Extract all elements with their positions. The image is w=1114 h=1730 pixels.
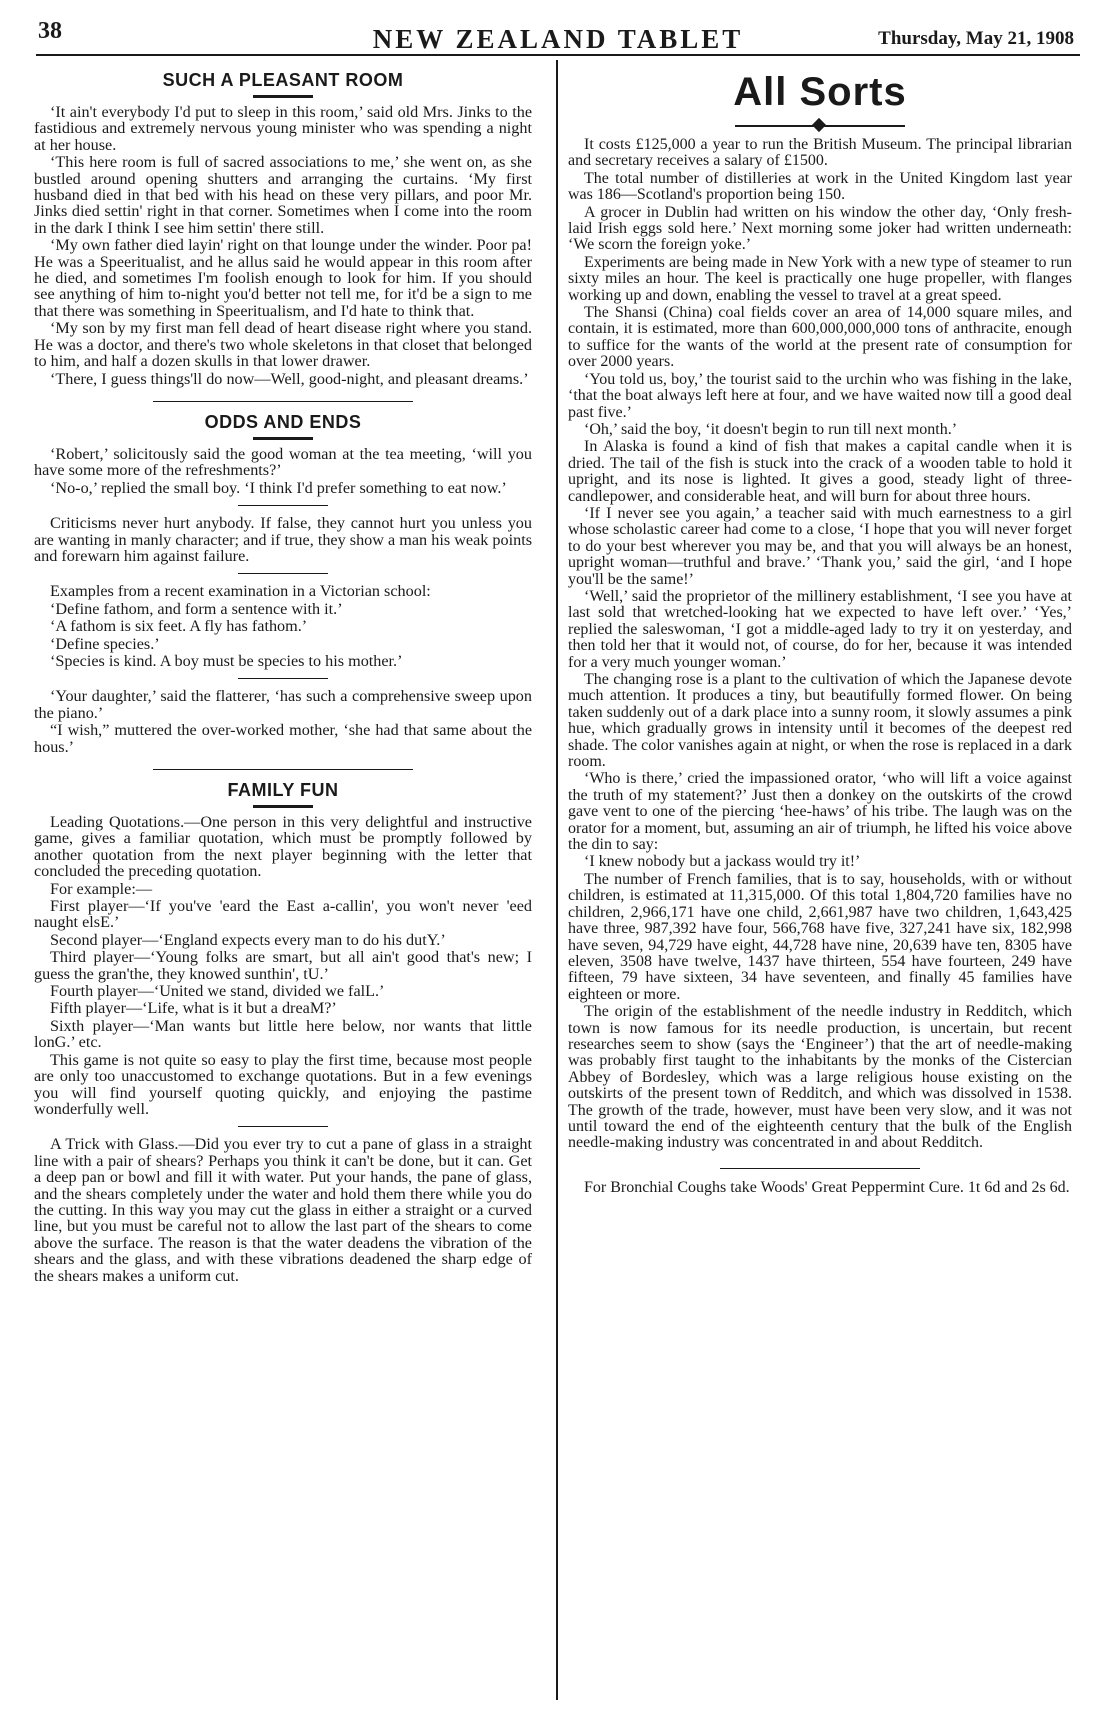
paragraph: Third player—‘Young folks are smart, but all ain't good that's new; I guess the gran'the, they knowed sunthin', tU.’ [34,948,532,983]
section-divider [153,401,413,402]
right-column [568,64,1072,1197]
paragraph: A Trick with Glass.—Did you ever try to cut a pane of glass in a straight line with a pair of shears? Perhaps you think it can't be done, but it can. Get a deep pan or bowl and fill it with water. Put your hands, the pane of glass, and the shears completely under the water and hold them there while you do the cutting. In this way you may cut the glass in either a straight or a curved line, but you must be careful not to allow the last part of the shears to come above the surface. The reason is that the water deadens the vibration of the shears and the glass, and with these vibrations deadened the sharp edge of the shears makes a uniform cut. [34,1135,532,1285]
paragraph: For example:— [50,879,153,898]
article-pleasant-room [34,104,532,387]
article-odds-and-ends [34,446,532,755]
paragraph: ‘Well,’ said the proprietor of the millinery establishment, ‘I see you have at last sold that wretched-looking hat we expected to have left over.’ ‘Yes,’ replied the saleswoman, ‘I got a middle-aged lady to try it on yesterday, and then told her that it would not, of course, do for her, because it was intended for a very much younger woman.’ [568,587,1072,671]
paragraph: ‘My son by my first man fell dead of heart disease right where you stand. He was a doctor, and there's two whole skeletons in that closet that belonged to him, and half a dozen skulls in that lower drawer. [34,319,532,371]
paragraph: The origin of the establishment of the needle industry in Redditch, which town is now famous for its needle production, is uncertain, but recent researches seem to show (says the ‘Engineer’) that the art of needle-making was probably first taught to the inhabitants by the monks of the Cistercian Abbey of Bordesley, which was a large religious house existing on the outskirts of the present town of Redditch, and which was dissolved in 1538. The growth of the trade, however, must have been very slow, and it was not until toward the end of the eighteenth century that the bulk of the English needle-making industry was concentrated in and about Redditch. [568,1003,1072,1152]
paragraph: ‘My own father died layin' right on that lounge under the winder. Poor pa! He was a Speeritualist, and he allus said he would appear in this room after he died, and sometimes I'm foolish enough to look for him. If you should see anything of him to-night you'd better not tell me, for it'd be a sign to me that there was something in Speeritualism, and I'd hate to think that. [34,236,532,320]
item-divider [238,573,328,574]
paragraph: The number of French families, that is to say, households, with or without children, is estimated at 11,315,000. Of this total 1,804,720 families have no children, 2,966,171 have one child, 2,661,987 have two children, 1,643,425 have three, 987,392 have four, 566,768 have five, 327,241 have six, 182,998 have seven, 94,729 have eight, 44,728 have nine, 20,639 have ten, 8305 have eleven, 3508 have twelve, 1437 have thirteen, 554 have fourteen, 249 have fifteen, 79 have sixteen, 34 have seventeen, and finally 45 families have eighteen or more. [568,870,1072,1003]
section-title-pleasant-room: SUCH A PLEASANT ROOM [162,70,404,90]
paragraph: Examples from a recent examination in a Victorian school: [50,582,431,601]
paragraph: Fourth player—‘United we stand, divided we falL.’ [50,982,385,1001]
item-divider [238,1126,328,1127]
section-title-odds-and-ends: ODDS AND ENDS [204,411,362,432]
column-divider [556,60,558,1700]
paragraph: Fifth player—‘Life, what is it but a dreaM?’ [50,999,337,1018]
paragraph: Experiments are being made in New York with a new type of steamer to run sixty miles an hour. The keel is practically one huge propeller, with flanges working up and down, enabling the vessel to travel at a great speed. [568,253,1072,304]
paragraph: ‘It ain't everybody I'd put to sleep in this room,’ said old Mrs. Jinks to the fastidious and extremely nervous young minister who was spending a night at her house. [34,103,532,154]
paragraph: It costs £125,000 a year to run the British Museum. The principal librarian and secretary receives a salary of £1500. [568,136,1072,170]
paragraph: Leading Quotations.—One person in this very delightful and instructive game, gives a familiar quotation, which must be promptly followed by another quotation from the next player beginning with the letter that concluded the preceding quotation. [34,813,532,881]
paragraph: ‘No-o,’ replied the small boy. ‘I think I'd prefer something to eat now.’ [50,478,507,497]
paragraph: ‘This here room is full of sacred associations to me,’ she went on, as she bustled around opening shutters and arranging the curtains. ‘My first husband died in that bed with his head on these very pillars, and poor Mr. Jinks died settin' right in that corner. Sometimes when I come into the room in the dark I think I see him settin' there still. [34,153,532,237]
paragraph: This game is not quite so easy to play the first time, because most people are only too unaccustomed to exchange quotations. But in a few evenings you will find yourself quoting quickly, and enjoying the pastime wonderfully well. [34,1050,532,1118]
item-divider [238,678,328,679]
newspaper-title: NEW ZEALAND TABLET [372,24,744,54]
ornamental-rule [735,125,905,127]
article-all-sorts [568,137,1072,1152]
diamond-ornament-icon [812,118,826,132]
paragraph: ‘Oh,’ said the boy, ‘it doesn't begin to run till next month.’ [584,420,958,438]
paragraph: The changing rose is a plant to the cultivation of which the Japanese devote much attention. It produces a tiny, but beautifully formed flower. On being taken suddenly out of a dark place into a sunny room, it slowly assumes a pink hue, which gradually grows in intensity until it becomes of the deepest red shade. The color vanishes again at night, or when the rose is replaced in a dark room. [568,671,1072,771]
paragraph: First player—‘If you've 'eard the East a-callin', you won't never 'eed naught elsE.’ [34,897,532,932]
paragraph: Second player—‘England expects every man to do his dutY.’ [50,930,446,949]
paragraph: Criticisms never hurt anybody. If false, they cannot hurt you unless you are wanting in manly character; and if true, they show a man his weak points and forewarn him against failure. [34,514,532,565]
paragraph: ‘A fathom is six feet. A fly has fathom.’ [50,617,308,636]
paragraph: The Shansi (China) coal fields cover an area of 14,000 square miles, and contain, it is estimated, more than 600,000,000,000 tons of anthracite, enough to suffice for the wants of the world at the present rate of consumption for over 2000 years. [568,304,1072,371]
paragraph: ‘Species is kind. A boy must be species to his mother.’ [50,651,403,670]
paragraph: A grocer in Dublin had written on his window the other day, ‘Only fresh-laid Irish eggs sold here.’ Next morning some joker had written underneath: ‘We scorn the foreign yoke.’ [568,203,1072,254]
title-underline [253,437,313,440]
paragraph: ‘If I never see you again,’ a teacher said with much earnestness to a girl whose scholastic career had come to a close, ‘I hope that you will never forget to do your best wherever you may be, and that you will always be an honest, upright woman—truthful and brave.’ ‘Thank you,’ said the girl, ‘and I hope you'll be the same!’ [568,504,1072,588]
advertisement: For Bronchial Coughs take Woods' Great Peppermint Cure. 1t 6d and 2s 6d. [584,1178,1070,1196]
left-column [34,64,532,1285]
paragraph: ‘Who is there,’ cried the impassioned orator, ‘who will lift a voice against the truth of my statement?’ Just then a donkey on the outskirts of the crowd gave vent to one of the piercing ‘hee-haws’ of his tribe. The laugh was on the orator for a moment, but, assuming an air of triumph, he lifted his voice above the din to say: [568,770,1072,854]
paragraph: In Alaska is found a kind of fish that makes a capital candle when it is dried. The tail of the fish is stuck into the crack of a wooden table to hold it upright, and its nose is lighted. It gives a good, steady light of three-candlepower, and considerable heat, and will burn for about three hours. [568,438,1072,505]
paragraph: ‘You told us, boy,’ the tourist said to the urchin who was fishing in the lake, ‘that the boat always left here at four, and we have waited now till a good deal past five.’ [568,370,1072,421]
item-divider [238,505,328,506]
paragraph: Sixth player—‘Man wants but little here below, nor wants that little lonG.’ etc. [34,1016,532,1052]
section-divider [153,769,413,770]
article-family-fun [34,814,532,1284]
paragraph: “I wish,” muttered the over-worked mother, ‘she had that same about the hous.’ [34,721,532,756]
paragraph: ‘Define species.’ [50,634,160,653]
title-underline [253,805,313,808]
paragraph: The total number of distilleries at work in the United Kingdom last year was 186—Scotland's proportion being 150. [568,169,1072,204]
page-number: 38 [38,18,62,44]
title-underline [253,95,313,98]
issue-date: Thursday, May 21, 1908 [878,28,1074,49]
section-title-family-fun: FAMILY FUN [227,780,339,800]
paragraph: ‘I knew nobody but a jackass would try it!’ [584,853,861,871]
masthead [36,14,1080,56]
section-title-all-sorts: All Sorts [733,70,907,114]
section-divider [720,1168,920,1169]
paragraph: ‘Define fathom, and form a sentence with it.’ [50,599,343,618]
paragraph: ‘Robert,’ solicitously said the good woman at the tea meeting, ‘will you have some more of the refreshments?’ [34,444,532,480]
paragraph: ‘There, I guess things'll do now—Well, good-night, and pleasant dreams.’ [50,369,529,388]
paragraph: ‘Your daughter,’ said the flatterer, ‘has such a comprehensive sweep upon the piano.’ [34,687,532,722]
